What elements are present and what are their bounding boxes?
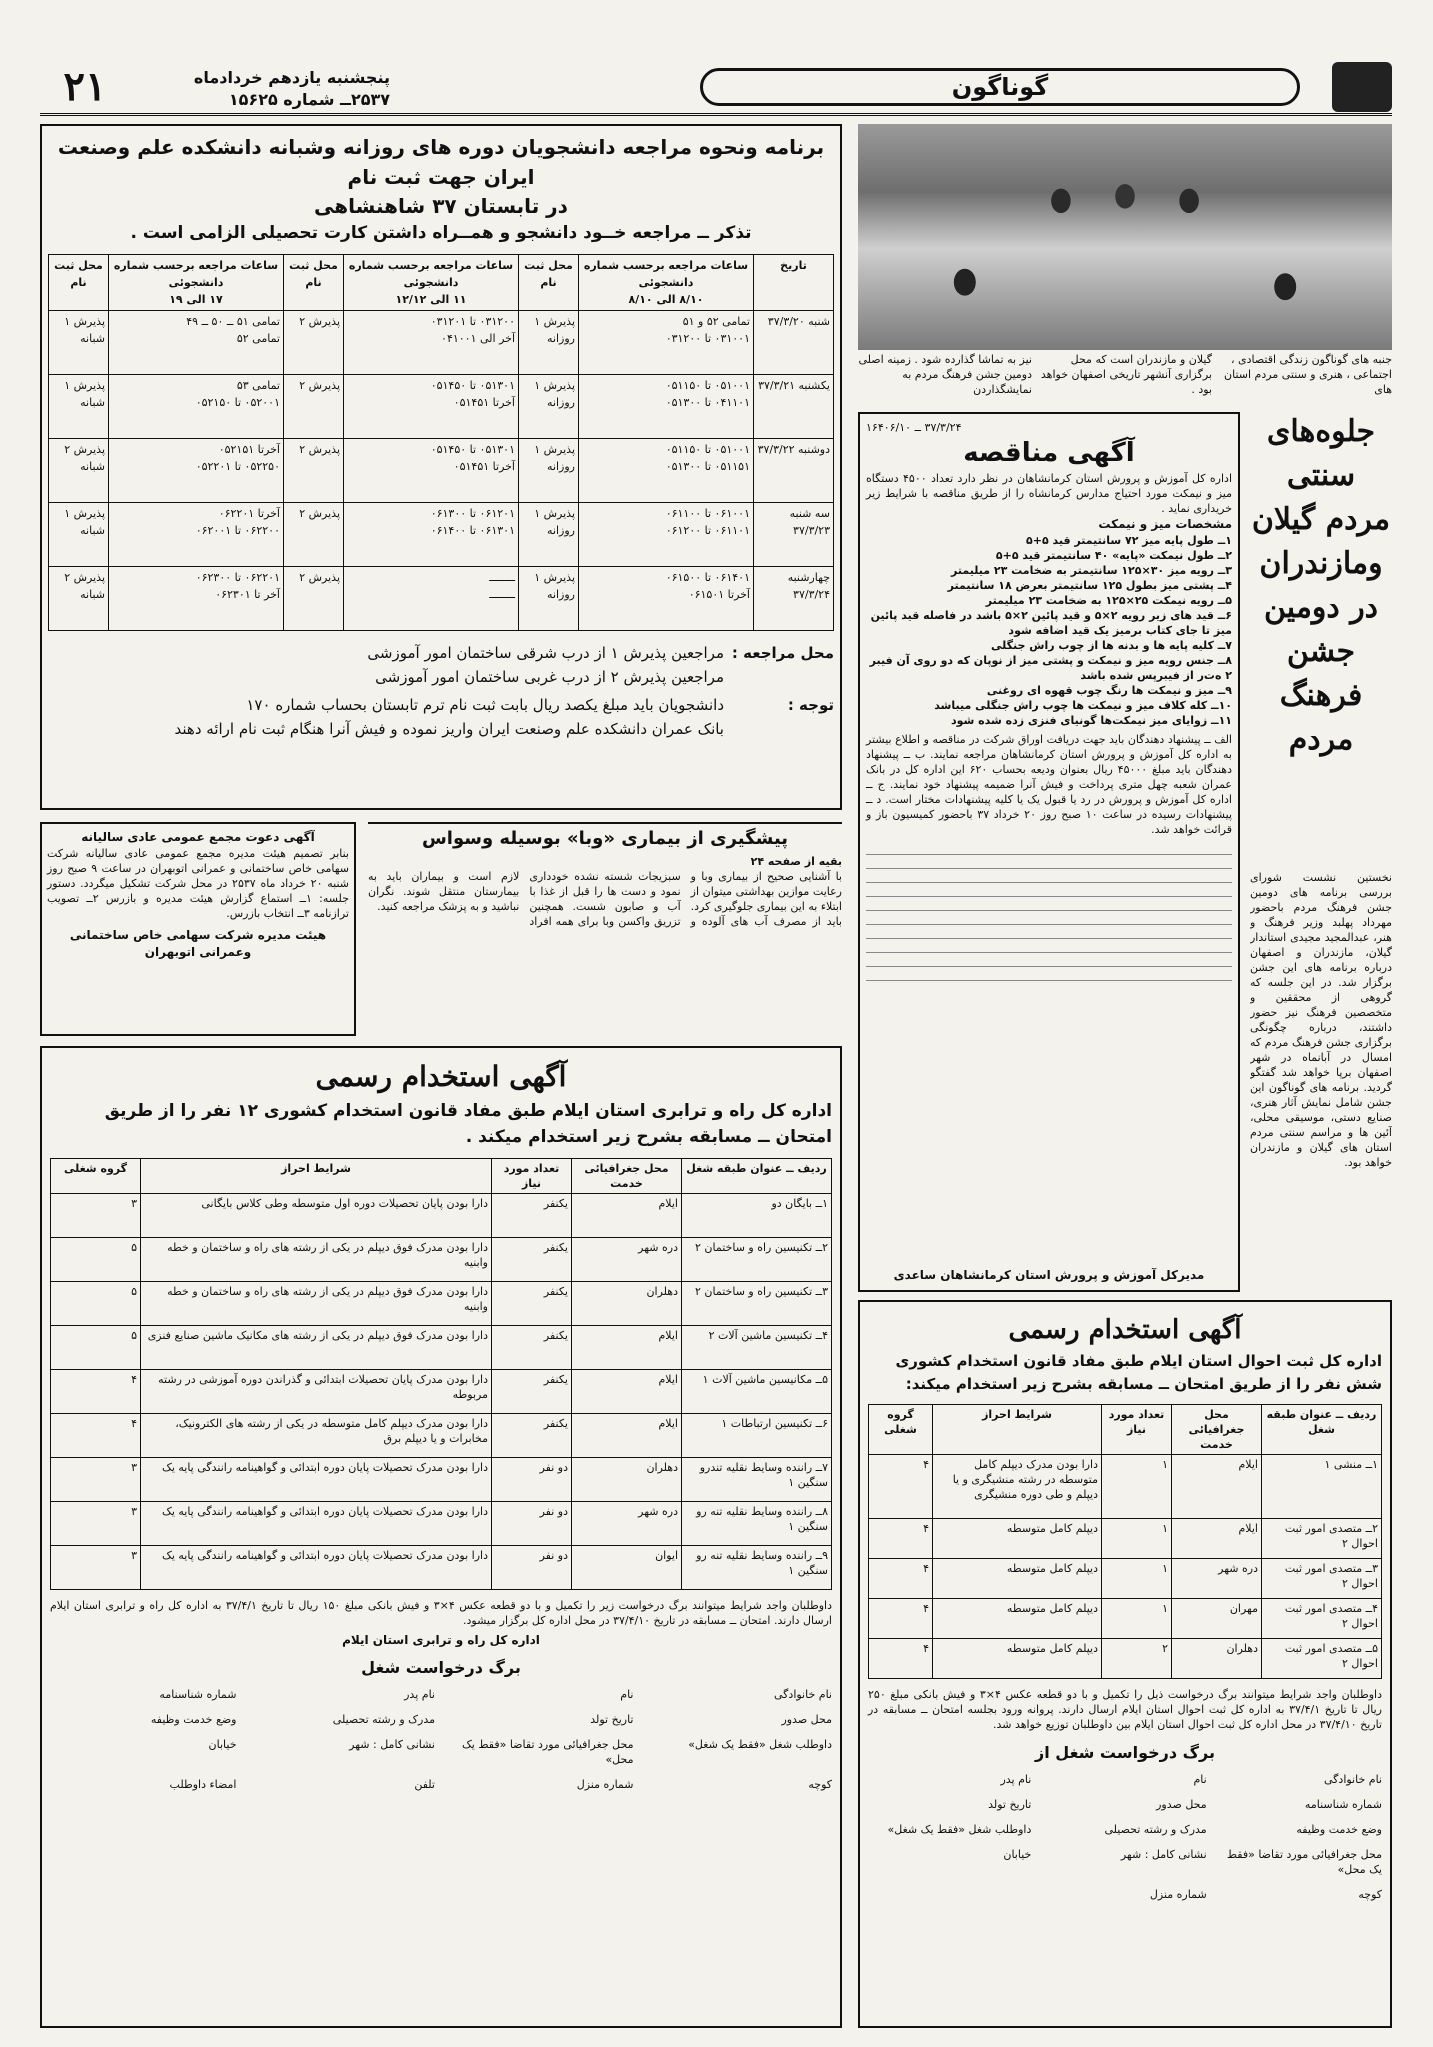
table-row: ۸ــ راننده وسایط نقلیه تنه رو سنگین ۱ دره شهر دو نفر دارا بودن مدرک تحصیلات پایان دوره ابتدائی و گواهینامه رانندگی پایه یک ۳ — [51, 1502, 832, 1546]
roads-footer: داوطلبان واجد شرایط میتوانند برگ درخواست زیر را تکمیل و با دو قطعه عکس ۴×۳ و فیش بانکی مبلغ ۱۵۰ ریال تا تاریخ ۳۷/۴/۱ به اداره کل راه و ترابری استان ایلام ارسال دارند. امتحان ــ مسابقه در تاریخ ۳۷/۴/۱۰ در محل اداره کل برگزار میشود. — [50, 1599, 832, 1627]
tender-filler — [866, 841, 1232, 991]
col-hours-1: ساعات مراجعه برحسب شماره دانشجوئی ۸/۱۰ الی ۸/۱۰ — [579, 255, 754, 311]
table-row: ۲ــ متصدی امور ثبت احوال ۲ ایلام ۱ دیپلم کامل متوسطه ۴ — [869, 1519, 1382, 1559]
issue-number: ۲۵۳۷ــ شماره ۱۵۶۲۵ — [228, 90, 390, 109]
section-title: گوناگون — [700, 68, 1300, 106]
schedule-note: تذکر ــ مراجعه خــود دانشجو و همــراه داشتن کارت تحصیلی الزامی است . — [130, 223, 752, 243]
schedule-table — [48, 254, 834, 631]
roads-table: ردیف ــ عنوان طبقه شغل محل جغرافیائی خدمت تعداد مورد نیاز شرایط احراز گروه شغلی ۱ــ بایگان دو ایلام یکنفر دارا بودن پایان تحصیلات دوره اول متوسطه وطی کلاس بایگانی ۳ ۲ــ تکنیسین راه و ساختمان ۲ دره شهر یکنفر دارا بودن مدرک فوق دیپلم در یکی از رشته های راه و ساختمان و خطه وابنیه ۵ ۳ــ تکنیسین راه و ساختمان ۲ دهلران یکنفر دارا بودن مدرک فوق دیپلم در یکی از رشته های راه و ساختمان و خطه وابنیه ۵ ۴ــ تکنیسین ماشین آلات ۲ ایلام یکنفر دارا بودن مدرک فوق دیپلم در یکی از رشته های مکانیک ماشین صنایع فنزی ۵ ۵ــ مکانیسین ماشین آلات ۱ ایلام یکنفر دارا بودن مدرک پایان تحصیلات ابتدائی و گذراندن دوره آموزشی در رشته مربوطه ۴ ۶ــ تکنیسین ارتباطات ۱ ایلام یکنفر دارا بودن مدرک دیپلم کامل متوسطه در یکی از رشته های الکترونیک، مخابرات و یا دیپلم برق ۴ ۷ــ راننده وسایط نقلیه تندرو سنگین ۱ دهلران دو نفر دارا بودن مدرک تحصیلات پایان دوره ابتدائی و گواهینامه رانندگی پایه یک ۳ ۸ــ راننده وسایط نقلیه تنه رو سنگین ۱ دره شهر دو نفر دارا بودن مدرک تحصیلات پایان دوره ابتدائی و گواهینامه رانندگی پایه یک ۳ ۹ــ راننده وسایط نقلیه تنه رو سنگین ۱ ایوان دو نفر دارا بودن مدرک تحصیلات پایان دوره ابتدائی و گواهینامه رانندگی پایه یک ۳ — [50, 1158, 832, 1590]
registry-form: نام خانوادگی نام نام پدر شماره شناسنامه محل صدور تاریخ تولد وضع خدمت وظیفه مدرک و رشته تحصیلی داوطلب شغل «فقط یک شغل» محل جغرافیائی مورد تقاضا «فقط یک محل» نشانی کامل : شهر خیابان کوچه شماره منزل — [887, 1773, 1382, 1901]
schedule-row: شنبه ۳۷/۳/۲۰ تمامی ۵۲ و ۵۱ ۰۳۱۰۰۱ تا ۰۳۱۲۰۰ پذیرش ۱ روزانه ۰۳۱۲۰۰ تا ۰۳۱۲۰۱ آخر الی ۰۴۱۰۰۱ پذیرش ۲ تمامی ۵۱ ــ ۵۰ ــ ۴۹ تمامی ۵۲ پذیرش ۱ شبانه — [49, 311, 834, 375]
tender-title: آگهی مناقصه — [963, 438, 1135, 468]
roads-title: آگهی استخدام رسمی — [315, 1060, 567, 1093]
table-row: ۵ــ متصدی امور ثبت احوال ۲ دهلران ۲ دیپلم کامل متوسطه ۴ — [869, 1639, 1382, 1679]
day-cell: یکشنبه ۳۷/۳/۲۱ — [754, 375, 834, 439]
cholera-body: با آشنایی صحیح از بیماری وبا و رعایت موازین بهداشتی میتوان از ابتلاء به این بیماری جلوگیری کرد. باید از مصرف آب های آلوده و سبزیجات شسته نشده خودداری نمود و دست ها را قبل از غذا با آب و صابون شست. همچنین تزریق واکسن وبا برای همه افراد لازم است و بیماران باید به بیمارستان منتقل شوند. نگران نباشید و به پزشک مراجعه کنید. — [368, 870, 842, 928]
col-place-3: محل ثبت نام — [49, 255, 109, 311]
festival-body: نخستین نشست شورای بررسی برنامه های دومین جشن فرهنگ مردم باحضور مهرداد پهلبد وزیر فرهنگ و هنر، عبدالمجید مجیدی استاندار گیلان، مازندران و اصفهان درباره برنامه های این جشن برگزار شد. در این جلسه که گروهی از محققین و متخصصین فرهنگ نیز حضور داشتند، درباره چگونگی برگزاری جشن فرهنگ مردم که امسال در آبانماه در شهر اصفهان برپا خواهد شد گفتگو گردید. برنامه های گوناگون این جشن شامل نمایش آثار هنری، صنایع دستی، موسیقی محلی، آئین ها و مراسم سنتی مردم استان های گیلان و مازندران خواهد بود. — [1250, 871, 1392, 1169]
meeting-photo — [858, 124, 1392, 350]
table-row: ۴ــ تکنیسین ماشین آلات ۲ ایلام یکنفر دارا بودن مدرک فوق دیپلم در یکی از رشته های مکانیک ماشین صنایع فنزی ۵ — [51, 1326, 832, 1370]
schedule-row: دوشنبه ۳۷/۳/۲۲ ۰۵۱۰۰۱ تا ۰۵۱۱۵۰ ۰۵۱۱۵۱ تا ۰۵۱۳۰۰ پذیرش ۱ روزانه ۰۵۱۳۰۱ تا ۰۵۱۴۵۰ آخرتا ۰۵۱۴۵۱ پذیرش ۲ آخرتا ۰۵۲۱۵۱ ۰۵۲۲۵۰ تا ۰۵۲۲۰۱ پذیرش ۲ شبانه — [49, 439, 834, 503]
roads-form-title: برگ درخواست شغل — [361, 1658, 521, 1677]
table-row: ۵ــ مکانیسین ماشین آلات ۱ ایلام یکنفر دارا بودن مدرک پایان تحصیلات ابتدائی و گذراندن دوره آموزشی در رشته مربوطه ۴ — [51, 1370, 832, 1414]
table-row: ۴ــ متصدی امور ثبت احوال ۲ مهران ۱ دیپلم کامل متوسطه ۴ — [869, 1599, 1382, 1639]
table-row: ۹ــ راننده وسایط نقلیه تنه رو سنگین ۱ ایوان دو نفر دارا بودن مدرک تحصیلات پایان دوره ابتدائی و گواهینامه رانندگی پایه یک ۳ — [51, 1546, 832, 1590]
page-number: ۲۱ — [63, 63, 107, 110]
cholera-title: پیشگیری از بیماری «وبا» بوسیله وسواس — [421, 828, 789, 849]
day-cell: دوشنبه ۳۷/۳/۲۲ — [754, 439, 834, 503]
registry-title: آگهی استخدام رسمی — [1008, 1315, 1242, 1345]
schedule-header — [49, 255, 834, 311]
ilam-roads-ad — [40, 1046, 842, 2028]
table-row: ۲ــ تکنیسین راه و ساختمان ۲ دره شهر یکنفر دارا بودن مدرک فوق دیپلم در یکی از رشته های راه و ساختمان و خطه وابنیه ۵ — [51, 1238, 832, 1282]
cholera-sub: بقیه از صفحه ۲۴ — [750, 855, 842, 868]
festival-article — [1250, 410, 1392, 1290]
tender-intro: اداره کل آموزش و پرورش استان کرمانشاهان در نظر دارد تعداد ۴۵۰۰ دستگاه میز و نیمکت مورد احتیاج مدارس کرمانشاه را از طریق مناقصه با شرایط زیر خریداری نماید . — [866, 472, 1233, 515]
schedule-title: برنامه ونحوه مراجعه دانشجویان دوره های روزانه وشبانه دانشکده علم وصنعت ایران جهت ثبت نام — [57, 135, 825, 189]
schedule-subtitle: در تابستان ۳۷ شاهنشاهی — [314, 194, 568, 218]
assembly-body: بنابر تصمیم هیئت مدیره مجمع عمومی عادی سالیانه شرکت سهامی خاص ساختمانی و عمرانی اتوبهران در ساعت ۹ صبح روز شنبه ۲۰ خرداد ماه ۲۵۳۷ در محل شرکت تشکیل میگردد. دستور جلسه: ۱ــ استماع گزارش هیئت مدیره و بازرس ۲ــ تصویب ترازنامه ۳ــ انتخاب بازرس. — [47, 847, 350, 920]
roads-intro: اداره کل راه و ترابری استان ایلام طبق مفاد قانون استخدام کشوری ۱۲ نفر را از طریق امتحان ــ مسابقه بشرح زیر استخدام میکند . — [104, 1101, 832, 1147]
tender-ad — [858, 412, 1240, 1292]
schedule-place: محل مراجعه : مراجعین پذیرش ۱ از درب شرقی ساختمان امور آموزشی مراجعین پذیرش ۲ از درب غربی ساختمان امور آموزشی توجه : دانشجویان باید مبلغ یکصد ریال بابت ثبت نام ترم تابستان بحساب شماره ۱۷۰ بانک عمران دانشکده علم وصنعت ایران واریز نموده و فیش آنرا هنگام ثبت نام ارائه دهند — [174, 644, 834, 738]
issue-date: پنجشنبه یازدهم خردادماه — [193, 68, 390, 87]
masthead-logo — [1332, 62, 1392, 112]
col-date: تاریخ — [754, 255, 834, 311]
photo-caption: جنبه های گوناگون زندگی اقتصادی ، اجتماعی ، هنری و سنتی مردم استان های گیلان و مازندران است که محل برگزاری آنشهر تاریخی اصفهان خواهد بود . نیز به تماشا گذارده شود . زمینه اصلی دومین جشن فرهنگ مردم به نمایشگذاردن — [858, 353, 1392, 396]
university-schedule — [40, 124, 842, 810]
masthead — [40, 62, 1392, 116]
col-place-2: محل ثبت نام — [284, 255, 344, 311]
ilam-registry-ad — [858, 1300, 1392, 2028]
day-cell: سه شنبه ۳۷/۳/۲۳ — [754, 503, 834, 567]
registry-intro: اداره کل ثبت احوال استان ایلام طبق مفاد قانون استخدام کشوری شش نفر را از طریق امتحان ــ مسابقه بشرح زیر استخدام میکند: — [895, 1352, 1382, 1393]
schedule-row: سه شنبه ۳۷/۳/۲۳ ۰۶۱۰۰۱ تا ۰۶۱۱۰۰ ۰۶۱۱۰۱ تا ۰۶۱۲۰۰ پذیرش ۱ روزانه ۰۶۱۲۰۱ تا ۰۶۱۳۰۰ ۰۶۱۳۰۱ تا ۰۶۱۴۰۰ پذیرش ۲ آخرتا ۰۶۲۲۰۱ ۰۶۲۲۰۰ تا ۰۶۲۰۰۱ پذیرش ۱ شبانه — [49, 503, 834, 567]
schedule-row: چهارشنبه ۳۷/۳/۲۴ ۰۶۱۴۰۱ تا ۰۶۱۵۰۰ آخرتا ۰۶۱۵۰۱ پذیرش ۱ روزانه ــــــــ ــــــــ پذیرش ۲ ۰۶۲۲۰۱ تا ۰۶۲۳۰۰ آخر تا ۰۶۲۳۰۱ پذیرش ۲ شبانه — [49, 567, 834, 631]
table-row: ۷ــ راننده وسایط نقلیه تندرو سنگین ۱ دهلران دو نفر دارا بودن مدرک تحصیلات پایان دوره ابتدائی و گواهینامه رانندگی پایه یک ۳ — [51, 1458, 832, 1502]
col-hours-2: ساعات مراجعه برحسب شماره دانشجوئی ۱۱ الی ۱۲/۱۲ — [344, 255, 519, 311]
day-cell: شنبه ۳۷/۳/۲۰ — [754, 311, 834, 375]
col-hours-3: ساعات مراجعه برحسب شماره دانشجوئی ۱۷ الی ۱۹ — [109, 255, 284, 311]
table-row: ۱ــ منشی ۱ ایلام ۱ دارا بودن مدرک دیپلم کامل متوسطه در رشته منشیگری و یا دیپلم و طی دوره منشیگری ۴ — [869, 1455, 1382, 1519]
tender-signature: مدیرکل آموزش و پرورش استان کرمانشاهان ساعدی — [893, 1268, 1205, 1282]
tender-specs: ۱ــ طول پایه میز ۷۲ سانتیمتر قید ۵+۵ ۲ــ طول نیمکت «پایه» ۴۰ سانتیمتر قید ۵+۵ ۳ــ رویه میز ۳۰×۱۲۵ سانتیمتر به ضخامت ۲۳ میلیمتر ۴ــ پشتی میز بطول ۱۲۵ سانتیمتر بعرض ۱۸ سانتیمتر ۵ــ رویه نیمکت ۲۵×۱۲۵ به ضخامت ۲۳ میلیمتر ۶ــ قید های زیر رویه ۲×۵ و قید پائین ۲×۵ باشد در فاصله قید پائین میز تا جای کتاب برمیز یک قید اضافه شود ۷ــ کلیه پایه ها و بدنه ها از چوب راش جنگلی ۸ــ جنس رویه میز و نیمکت و پشتی میز از نوپان که دو روی آن فیبر ۲ ه‌ت‌ر ‌از فیبرپس شده باشد ۹ــ میز و نیمکت ها رنگ چوب قهوه ای روغنی ۱۰ــ کله کلاف میز و نیمکت ها چوب راش جنگلی میباشد ۱۱ــ زوایای میز نیمکت‌ها گونیای فنزی زده شده شود — [869, 534, 1232, 727]
col-place-1: محل ثبت نام — [519, 255, 579, 311]
table-row: ۶ــ تکنیسین ارتباطات ۱ ایلام یکنفر دارا بودن مدرک دیپلم کامل متوسطه در یکی از رشته های الکترونیک، مخابرات و یا دیپلم برق ۴ — [51, 1414, 832, 1458]
day-cell: چهارشنبه ۳۷/۳/۲۴ — [754, 567, 834, 631]
assembly-title: آگهی دعوت مجمع عمومی عادی سالیانه — [81, 830, 315, 844]
festival-headline: جلوه‌های سنتی مردم گیلان ومازندران در دومین جشن فرهنگ مردم — [1251, 414, 1391, 757]
tender-body: الف ــ پیشنهاد دهندگان باید جهت دریافت اوراق شرکت در مناقصه و اطلاع بیشتر به اداره کل آموزش و پرورش استان کرمانشاهان مراجعه نمایند. ب ــ پیشنهاد دهندگان باید مبلغ ۴۵۰۰۰ ریال بعنوان ودیعه بحساب ۶۲۰ این اداره کل در بانک عمران شعبه چهل متری پرداخت و فیش آنرا ضمیمه پیشنهاد خود نمایند. ج ــ اداره کل آموزش و پرورش در رد یا قبول یک یا کلیه پیشنهادات مختار است. د ــ پیشنهادات رسیده در ساعت ۱۰ صبح روز ۲۰ خرداد ۳۷ باحضور کمیسیون باز و قرائت خواهد شد. — [866, 733, 1232, 836]
cholera-article — [368, 822, 842, 1036]
table-row: ۳ــ متصدی امور ثبت احوال ۲ دره شهر ۱ دیپلم کامل متوسطه ۴ — [869, 1559, 1382, 1599]
schedule-row: یکشنبه ۳۷/۳/۲۱ ۰۵۱۰۰۱ تا ۰۵۱۱۵۰ ۰۴۱۱۰۱ تا ۰۵۱۳۰۰ پذیرش ۱ روزانه ۰۵۱۳۰۱ تا ۰۵۱۴۵۰ آخرتا ۰۵۱۴۵۱ پذیرش ۲ تمامی ۵۳ ۰۵۲۰۰۱ تا ۰۵۲۱۵۰ پذیرش ۱ شبانه — [49, 375, 834, 439]
tender-ref: ۳۷/۳/۲۴ ــ ۱۶۴۰۶/۱۰ — [866, 421, 962, 434]
roads-signature: اداره کل راه و ترابری استان ایلام — [342, 1633, 540, 1647]
table-row: ۳ــ تکنیسین راه و ساختمان ۲ دهلران یکنفر دارا بودن مدرک فوق دیپلم در یکی از رشته های راه و ساختمان و خطه وابنیه ۵ — [51, 1282, 832, 1326]
registry-footer: داوطلبان واجد شرایط میتوانند برگ درخواست ذیل را تکمیل و با دو قطعه عکس ۴×۳ و فیش بانکی مبلغ ۲۵۰ ریال تا تاریخ ۳۷/۴/۱ به اداره کل ثبت احوال استان ایلام ارسال دارند. پروانه ورود بجلسه امتحان ــ مسابقه در تاریخ ۳۷/۴/۱۰ در محل اداره کل ثبت احوال استان ایلام بین داوطلبان توزیع خواهد شد. — [868, 1688, 1382, 1731]
table-row: ۱ــ بایگان دو ایلام یکنفر دارا بودن پایان تحصیلات دوره اول متوسطه وطی کلاس بایگانی ۳ — [51, 1194, 832, 1238]
assembly-notice — [40, 822, 356, 1036]
assembly-signature: هیئت مدیره شرکت سهامی خاص ساختمانی وعمرانی اتوبهران — [69, 928, 327, 959]
registry-table: ردیف ــ عنوان طبقه شغل محل جغرافیائی خدمت تعداد مورد نیاز شرایط احراز گروه شغلی ۱ــ منشی ۱ ایلام ۱ دارا بودن مدرک دیپلم کامل متوسطه در رشته منشیگری و یا دیپلم و طی دوره منشیگری ۴ ۲ــ متصدی امور ثبت احوال ۲ ایلام ۱ دیپلم کامل متوسطه ۴ ۳ــ متصدی امور ثبت احوال ۲ دره شهر ۱ دیپلم کامل متوسطه ۴ ۴ــ متصدی امور ثبت احوال ۲ مهران ۱ دیپلم کامل متوسطه ۴ ۵ــ متصدی امور ثبت احوال ۲ دهلران ۲ دیپلم کامل متوسطه ۴ — [868, 1404, 1382, 1679]
registry-form-title: برگ درخواست شغل از — [1035, 1743, 1215, 1762]
roads-form: نام خانوادگی نام نام پدر شماره شناسنامه محل صدور تاریخ تولد مدرک و رشته تحصیلی وضع خدمت وظیفه داوطلب شغل «فقط یک شغل» محل جغرافیائی مورد تقاضا «فقط یک محل» نشانی کامل : شهر خیابان کوچه شماره منزل تلفن امضاء داوطلب — [150, 1688, 832, 1791]
tender-spec-title: مشخصات میز و نیمکت — [1098, 517, 1232, 531]
